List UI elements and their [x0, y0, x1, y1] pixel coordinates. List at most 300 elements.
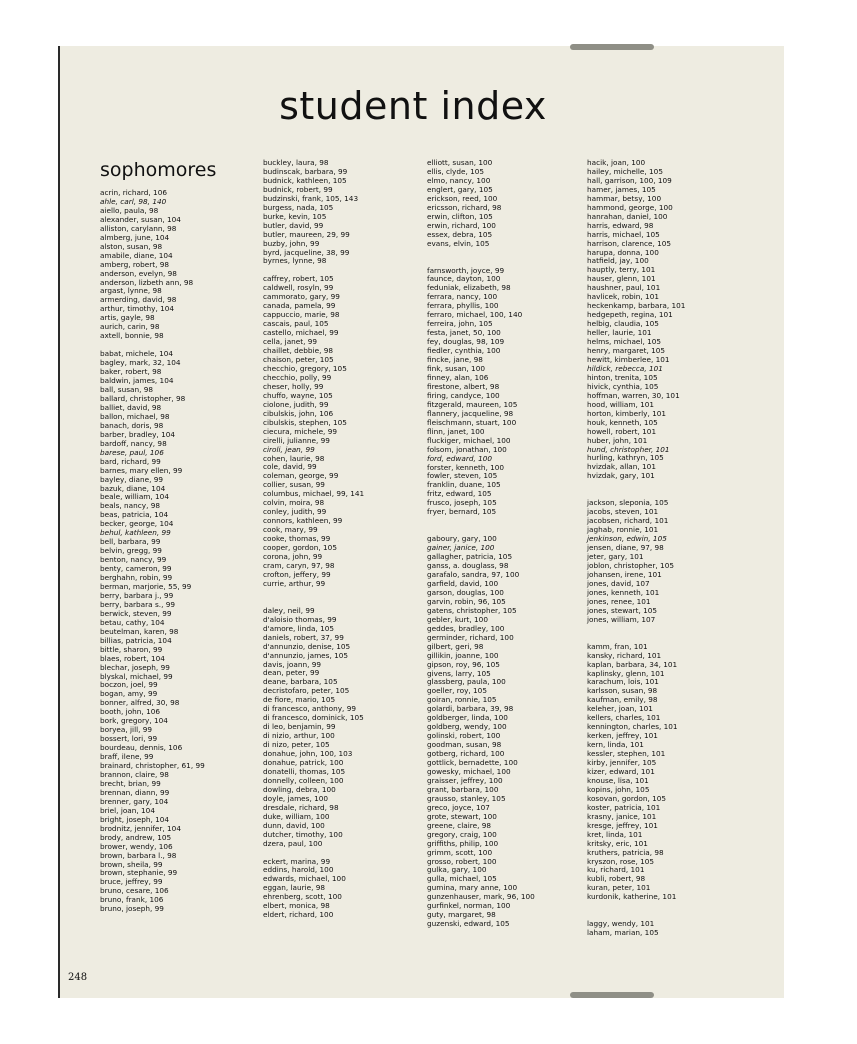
index-entry: amabile, diane, 104	[100, 250, 173, 260]
index-entry: kerken, jeffrey, 101	[587, 731, 658, 741]
index-entry: firestone, albert, 98	[427, 381, 500, 391]
index-entry: brower, wendy, 106	[100, 841, 173, 851]
index-entry: eddins, harold, 100	[263, 865, 334, 875]
index-entry: hailey, michelle, 105	[587, 166, 663, 176]
index-entry: jacobs, steven, 101	[587, 507, 659, 517]
group-gap	[587, 625, 747, 643]
index-entry: benty, cameron, 99	[100, 564, 172, 574]
index-entry: berghahn, robin, 99	[100, 573, 173, 583]
index-entry: brecht, brian, 99	[100, 778, 161, 788]
index-entry: d'annunzio, james, 105	[263, 650, 349, 660]
index-column-1	[100, 159, 260, 914]
index-entry: bagley, mark, 32, 104	[100, 358, 181, 368]
index-entry: caffrey, robert, 105	[263, 274, 334, 284]
name-group	[263, 607, 423, 849]
index-entry: cohen, laurie, 98	[263, 453, 325, 463]
index-entry: johansen, irene, 101	[587, 569, 662, 579]
index-entry: hamer, james, 105	[587, 184, 656, 194]
index-entry: byrnes, lynne, 98	[263, 256, 327, 266]
index-entry: kret, linda, 101	[587, 829, 643, 839]
index-entry: ku, richard, 101	[587, 865, 645, 875]
index-entry: almberg, june, 104	[100, 232, 170, 242]
index-entry: guty, margaret, 98	[427, 910, 496, 920]
index-entry: bogan, amy, 99	[100, 689, 158, 699]
index-entry: dresdale, richard, 98	[263, 802, 339, 812]
index-entry: hvizdak, gary, 101	[587, 471, 655, 481]
index-entry: daley, neil, 99	[263, 605, 315, 615]
index-entry: hall, garrison, 100, 109	[587, 175, 672, 185]
index-entry: jones, david, 107	[587, 578, 650, 588]
index-entry: argast, lynne, 98	[100, 286, 162, 296]
index-entry: houk, kenneth, 105	[587, 417, 658, 427]
index-entry: goiran, ronnie, 105	[427, 695, 497, 705]
index-entry: gotberg, richard, 100	[427, 749, 505, 759]
index-entry: de fiore, mario, 105	[263, 695, 336, 705]
name-group	[263, 275, 423, 588]
index-entry: hoffman, warren, 30, 101	[587, 390, 680, 400]
index-entry: cook, mary, 99	[263, 525, 318, 535]
index-entry: bardoff, nancy, 98	[100, 438, 167, 448]
index-entry: bard, richard, 99	[100, 456, 161, 466]
index-entry: koster, patricia, 101	[587, 802, 661, 812]
index-entry: boryea, jill, 99	[100, 725, 153, 735]
index-entry: bruno, joseph, 99	[100, 904, 164, 914]
index-entry: ferrara, nancy, 100	[427, 292, 498, 302]
index-entry: dzera, paul, 100	[263, 838, 323, 848]
index-entry: artis, gayle, 98	[100, 313, 155, 323]
index-entry: kizer, edward, 101	[587, 767, 655, 776]
index-entry: ballon, michael, 98	[100, 411, 170, 421]
index-entry: belvin, gregg, 99	[100, 546, 162, 556]
index-entry: dean, peter, 99	[263, 668, 320, 678]
index-entry: bossert, lori, 99	[100, 734, 158, 744]
index-entry: gunzenhauser, mark, 96, 100	[427, 892, 535, 902]
index-entry: deane, barbara, 105	[263, 677, 338, 687]
index-entry: amberg, robert, 98	[100, 259, 170, 269]
index-entry: balliet, david, 98	[100, 402, 162, 412]
index-entry: brennan, diann, 99	[100, 787, 170, 797]
index-entry: bittle, sharon, 99	[100, 644, 163, 654]
index-entry: d'annunzio, denise, 105	[263, 641, 351, 651]
index-entry: frusco, joseph, 105	[427, 498, 497, 508]
index-entry: festa, janet, 50, 100	[427, 328, 501, 338]
index-entry: germinder, richard, 100	[427, 632, 514, 642]
index-entry: fowler, steven, 105	[427, 471, 498, 481]
name-group	[263, 159, 423, 266]
index-entry: cram, caryn, 97, 98	[263, 560, 335, 570]
index-entry: kamm, fran, 101	[587, 641, 648, 651]
index-entry: forster, kenneth, 100	[427, 462, 505, 472]
index-entry: jensen, diane, 97, 98	[587, 543, 664, 553]
index-entry: bruce, jeffrey, 99	[100, 877, 163, 887]
index-entry: jacobsen, richard, 101	[587, 516, 669, 526]
index-entry: benton, nancy, 99	[100, 555, 167, 565]
index-entry: hacik, joan, 100	[587, 158, 646, 167]
group-gap	[587, 481, 747, 499]
index-entry: hammar, betsy, 100	[587, 193, 662, 203]
index-entry: aurich, carin, 98	[100, 322, 160, 332]
index-entry: di francesco, anthony, 99	[263, 704, 356, 714]
index-entry: daniels, robert, 37, 99	[263, 632, 344, 642]
index-entry: cheser, holly, 99	[263, 381, 324, 391]
index-entry: checchio, polly, 99	[263, 372, 332, 382]
index-entry: beale, william, 104	[100, 492, 169, 502]
name-group	[427, 535, 587, 929]
index-entry: hildick, rebecca, 101	[587, 363, 663, 373]
index-entry: fluckiger, michael, 100	[427, 435, 511, 445]
index-entry: harris, edward, 98	[587, 220, 654, 230]
index-entry: goodman, susan, 98	[427, 740, 502, 750]
index-entry: ferrara, phyllis, 100	[427, 301, 499, 311]
index-entry: baldwin, james, 104	[100, 376, 174, 386]
index-entry: dunn, david, 100	[263, 820, 325, 830]
index-entry: berman, marjorie, 55, 99	[100, 581, 192, 591]
index-entry: hivick, cynthia, 105	[587, 381, 659, 391]
index-entry: graisser, jeffrey, 100	[427, 775, 503, 785]
index-entry: franklin, duane, 105	[427, 480, 501, 490]
index-entry: barber, bradley, 104	[100, 429, 175, 439]
index-entry: firing, candyce, 100	[427, 390, 500, 400]
index-entry: d'aloisio thomas, 99	[263, 614, 337, 624]
index-entry: jeter, gary, 101	[587, 552, 644, 562]
index-entry: gumina, mary anne, 100	[427, 883, 518, 893]
index-entry: kosovan, gordon, 105	[587, 793, 667, 803]
index-entry: grant, barbara, 100	[427, 784, 499, 794]
index-entry: brodnitz, jennifer, 104	[100, 823, 181, 833]
index-entry: blechar, joseph, 99	[100, 662, 170, 672]
index-entry: brody, andrew, 105	[100, 832, 172, 842]
index-entry: duke, william, 100	[263, 811, 330, 821]
index-entry: corona, john, 99	[263, 551, 323, 561]
index-entry: chuffo, wayne, 105	[263, 390, 333, 400]
index-entry: fey, douglas, 98, 109	[427, 337, 505, 347]
index-entry: budzinski, frank, 105, 143	[263, 193, 359, 203]
index-entry: ferraro, michael, 100, 140	[427, 310, 523, 320]
index-entry: englert, gary, 105	[427, 184, 493, 194]
name-group	[587, 159, 747, 481]
index-entry: erwin, richard, 100	[427, 220, 496, 230]
index-entry: golardi, barbara, 39, 98	[427, 704, 514, 714]
index-column-2	[263, 159, 423, 920]
index-entry: bonner, alfred, 30, 98	[100, 698, 180, 708]
index-entry: jenkinson, edwin, 105	[587, 534, 667, 544]
name-group	[427, 159, 587, 249]
index-entry: ball, susan, 98	[100, 385, 154, 395]
index-entry: eckert, marina, 99	[263, 856, 331, 866]
index-entry: hinton, trenita, 105	[587, 372, 658, 382]
index-entry: grimm, scott, 100	[427, 847, 493, 857]
index-entry: elliott, susan, 100	[427, 158, 493, 167]
index-entry: kaufman, emily, 98	[587, 695, 658, 705]
index-entry: caldwell, rosyln, 99	[263, 283, 334, 293]
index-entry: harrison, clarence, 105	[587, 238, 672, 248]
index-entry: garvin, robin, 96, 105	[427, 596, 506, 606]
index-entry: booth, john, 106	[100, 707, 160, 717]
index-entry: goeller, roy, 105	[427, 686, 487, 696]
index-entry: columbus, michael, 99, 141	[263, 489, 365, 499]
index-entry: huber, john, 101	[587, 435, 648, 445]
index-entry: hedgepeth, regina, 101	[587, 310, 673, 320]
name-group	[587, 499, 747, 624]
index-entry: bazuk, diane, 104	[100, 483, 166, 493]
index-entry: gebler, kurt, 100	[427, 614, 488, 624]
index-entry: di francesco, dominick, 105	[263, 713, 364, 723]
index-entry: buckley, laura, 98	[263, 158, 329, 167]
index-entry: cirelli, julianne, 99	[263, 435, 330, 445]
index-entry: heckenkamp, barbara, 101	[587, 301, 686, 311]
index-entry: hauptly, terry, 101	[587, 265, 656, 275]
index-entry: di nizo, peter, 105	[263, 740, 330, 750]
index-entry: kellers, charles, 101	[587, 713, 661, 723]
index-entry: arthur, timothy, 104	[100, 304, 175, 314]
index-entry: ford, edward, 100	[427, 453, 493, 463]
index-entry: alexander, susan, 104	[100, 214, 181, 224]
binder-tab-bottom	[570, 992, 654, 998]
index-entry: currie, arthur, 99	[263, 578, 326, 588]
index-entry: fiedler, cynthia, 100	[427, 346, 501, 356]
index-entry: canada, pamela, 99	[263, 301, 336, 311]
index-entry: henry, margaret, 105	[587, 346, 666, 356]
index-entry: fritz, edward, 105	[427, 489, 492, 499]
index-entry: fryer, bernard, 105	[427, 507, 497, 517]
index-entry: butler, maureen, 29, 99	[263, 229, 350, 239]
index-entry: erwin, clifton, 105	[427, 211, 493, 221]
index-entry: crofton, jeffery, 99	[263, 569, 331, 579]
index-entry: kern, linda, 101	[587, 740, 644, 750]
index-entry: howell, robert, 101	[587, 426, 657, 436]
index-entry: kennington, charles, 101	[587, 722, 678, 732]
index-entry: gaboury, gary, 100	[427, 534, 497, 544]
group-gap	[427, 517, 587, 535]
index-entry: hanrahan, daniel, 100	[587, 211, 668, 221]
index-entry: gainer, janice, 100	[427, 543, 495, 553]
index-entry: gurfinkel, norman, 100	[427, 901, 511, 911]
index-entry: blaes, robert, 104	[100, 653, 165, 663]
index-entry: grausso, stanley, 105	[427, 793, 506, 803]
index-entry: briel, joan, 104	[100, 805, 155, 815]
index-entry: jones, william, 107	[587, 614, 656, 624]
index-entry: bourdeau, dennis, 106	[100, 743, 183, 753]
binder-tab-top	[570, 44, 654, 50]
index-entry: hund, christopher, 101	[587, 444, 670, 454]
index-entry: karachum, lois, 101	[587, 677, 659, 687]
index-entry: anderson, evelyn, 98	[100, 268, 177, 278]
index-entry: armerding, david, 98	[100, 295, 177, 305]
index-entry: elbert, monica, 98	[263, 901, 330, 911]
index-entry: beals, nancy, 98	[100, 501, 161, 511]
index-entry: connors, kathleen, 99	[263, 516, 343, 526]
index-entry: givens, larry, 105	[427, 668, 491, 678]
index-entry: chaison, peter, 105	[263, 355, 334, 365]
index-entry: garafalo, sandra, 97, 100	[427, 570, 520, 580]
index-entry: glassberg, paula, 100	[427, 677, 506, 687]
index-entry: barese, paul, 106	[100, 447, 164, 457]
index-entry: kuran, peter, 101	[587, 883, 651, 893]
index-entry: fincke, jane, 98	[427, 355, 483, 365]
index-entry: bruno, cesare, 106	[100, 886, 169, 896]
index-entry: brannon, claire, 98	[100, 770, 169, 779]
index-entry: di nizio, arthur, 100	[263, 731, 335, 741]
index-entry: harris, michael, 105	[587, 229, 660, 239]
index-entry: beas, patricia, 104	[100, 510, 169, 520]
index-entry: brown, sheila, 99	[100, 859, 163, 869]
index-entry: kaplinsky, glenn, 101	[587, 668, 665, 678]
index-entry: berry, barbara s., 99	[100, 599, 175, 609]
index-entry: helbig, claudia, 105	[587, 319, 659, 329]
index-entry: collier, susan, 99	[263, 480, 325, 490]
index-entry: ganss, a. douglass, 98	[427, 561, 509, 571]
index-entry: acrin, richard, 106	[100, 188, 167, 197]
index-entry: finney, alan, 106	[427, 372, 489, 382]
index-entry: babat, michele, 104	[100, 349, 174, 359]
group-gap	[427, 249, 587, 267]
index-entry: faunce, dayton, 100	[427, 274, 501, 284]
index-entry: ahle, carl, 98, 140	[100, 196, 167, 206]
index-entry: d'amore, linda, 105	[263, 623, 334, 633]
index-entry: horton, kimberly, 101	[587, 408, 667, 418]
index-entry: braff, ilene, 99	[100, 752, 154, 762]
index-entry: budnick, robert, 99	[263, 184, 333, 194]
index-entry: beutelman, karen, 98	[100, 626, 179, 636]
index-entry: berwick, steven, 99	[100, 608, 172, 618]
name-group	[587, 643, 747, 903]
index-entry: gulla, michael, 105	[427, 874, 497, 884]
index-entry: becker, george, 104	[100, 519, 174, 529]
index-entry: karlsson, susan, 98	[587, 686, 658, 696]
index-entry: berry, barbara j., 99	[100, 590, 174, 600]
index-entry: ellis, clyde, 105	[427, 166, 485, 176]
index-entry: brainard, christopher, 61, 99	[100, 761, 205, 771]
index-entry: laham, marian, 105	[587, 928, 659, 938]
index-entry: blyskal, michael, 99	[100, 671, 173, 681]
index-entry: cappuccio, marie, 98	[263, 310, 340, 320]
index-entry: jones, stewart, 105	[587, 605, 658, 615]
index-entry: guzenski, edward, 105	[427, 919, 510, 929]
index-entry: chaillet, debbie, 98	[263, 346, 334, 356]
index-entry: castello, michael, 99	[263, 328, 339, 338]
index-entry: gulka, gary, 100	[427, 865, 487, 875]
index-entry: gillikin, joanne, 100	[427, 650, 499, 660]
index-entry: greene, claire, 98	[427, 820, 491, 830]
index-entry: garson, douglas, 100	[427, 587, 504, 597]
name-group	[263, 858, 423, 921]
index-entry: donnelly, colleen, 100	[263, 775, 344, 785]
index-entry: axtell, bonnie, 98	[100, 331, 164, 341]
page-title: student index	[279, 84, 547, 128]
index-entry: gipson, roy, 96, 105	[427, 659, 500, 669]
index-entry: ciecura, michele, 99	[263, 426, 337, 436]
index-entry: bruno, frank, 106	[100, 895, 164, 905]
index-entry: betau, cathy, 104	[100, 617, 165, 627]
index-entry: budinscak, barbara, 99	[263, 166, 348, 176]
index-entry: laggy, wendy, 101	[587, 919, 655, 929]
index-entry: kubli, robert, 98	[587, 874, 646, 884]
index-entry: cascais, paul, 105	[263, 319, 329, 329]
index-entry: jaghab, ronnie, 101	[587, 525, 659, 535]
name-group	[427, 267, 587, 518]
index-entry: burke, kevin, 105	[263, 211, 327, 221]
index-entry: hood, william, 101	[587, 399, 655, 409]
index-entry: kopins, john, 105	[587, 784, 650, 794]
index-entry: billias, patricia, 104	[100, 635, 172, 645]
index-entry: evans, elvin, 105	[427, 238, 490, 248]
index-entry: di leo, benjamin, 99	[263, 722, 336, 732]
index-entry: budnick, kathleen, 105	[263, 175, 347, 185]
index-entry: ciroli, jean, 99	[263, 444, 315, 454]
index-entry: fink, susan, 100	[427, 364, 485, 374]
index-entry: kirby, jennifer, 105	[587, 758, 657, 768]
index-entry: hurling, kathryn, 105	[587, 453, 664, 463]
index-entry: feduniak, elizabeth, 98	[427, 283, 511, 293]
index-entry: buzby, john, 99	[263, 238, 320, 248]
index-entry: hewitt, kimberlee, 101	[587, 354, 670, 364]
index-entry: erickson, reed, 100	[427, 193, 498, 203]
index-entry: cibulskis, stephen, 105	[263, 417, 347, 427]
index-entry: banach, doris, 98	[100, 420, 164, 430]
index-entry: havlicek, robin, 101	[587, 292, 659, 302]
index-entry: dowling, debra, 100	[263, 784, 336, 794]
index-entry: davis, joann, 99	[263, 659, 322, 669]
index-column-3	[427, 159, 587, 929]
page-number: 248	[68, 972, 88, 983]
group-gap	[587, 902, 747, 920]
index-entry: dutcher, timothy, 100	[263, 829, 343, 839]
index-entry: behul, kathleen, 99	[100, 528, 171, 538]
index-entry: coleman, george, 99	[263, 471, 339, 481]
index-entry: folsom, jonathan, 100	[427, 444, 507, 454]
index-entry: hatfield, jay, 100	[587, 256, 649, 266]
name-group	[100, 350, 260, 914]
index-entry: jones, kenneth, 101	[587, 587, 660, 597]
index-entry: farnsworth, joyce, 99	[427, 265, 505, 275]
index-entry: donahue, john, 100, 103	[263, 749, 353, 759]
index-entry: checchio, gregory, 105	[263, 363, 347, 373]
index-column-4	[587, 159, 747, 938]
index-entry: bayley, diane, 99	[100, 474, 164, 484]
index-entry: greco, joyce, 107	[427, 802, 490, 812]
index-entry: essex, debra, 105	[427, 229, 493, 239]
index-entry: cammorato, gary, 99	[263, 292, 340, 302]
index-entry: barnes, mary ellen, 99	[100, 465, 183, 475]
index-entry: knouse, lisa, 101	[587, 775, 649, 785]
index-entry: grosso, robert, 100	[427, 856, 497, 866]
index-entry: ballard, christopher, 98	[100, 393, 186, 403]
index-entry: kessler, stephen, 101	[587, 749, 666, 759]
index-entry: fitzgerald, maureen, 105	[427, 399, 518, 409]
index-entry: burgess, nada, 105	[263, 202, 334, 212]
index-entry: jackson, sleponia, 105	[587, 498, 669, 508]
index-entry: donahue, patrick, 100	[263, 758, 344, 767]
name-group	[100, 189, 260, 341]
index-entry: cooke, thomas, 99	[263, 534, 331, 544]
index-entry: boczon, joel, 99	[100, 680, 158, 690]
index-entry: byrd, jacqueline, 38, 99	[263, 247, 350, 257]
index-entry: keleher, joan, 101	[587, 704, 653, 714]
index-entry: gregory, craig, 100	[427, 829, 497, 839]
index-entry: grote, stewart, 100	[427, 811, 497, 821]
index-entry: heller, laurie, 101	[587, 328, 652, 338]
index-entry: ferreira, john, 105	[427, 319, 493, 329]
index-entry: bork, gregory, 104	[100, 716, 168, 726]
index-entry: jones, renee, 101	[587, 596, 651, 606]
index-entry: griffiths, philip, 100	[427, 838, 499, 848]
index-entry: krasny, janice, 101	[587, 811, 657, 821]
index-entry: alston, susan, 98	[100, 241, 163, 251]
group-gap	[263, 589, 423, 607]
index-entry: kansky, richard, 101	[587, 650, 662, 660]
index-entry: fleischmann, stuart, 100	[427, 417, 517, 427]
index-entry: gatens, christopher, 105	[427, 605, 517, 615]
